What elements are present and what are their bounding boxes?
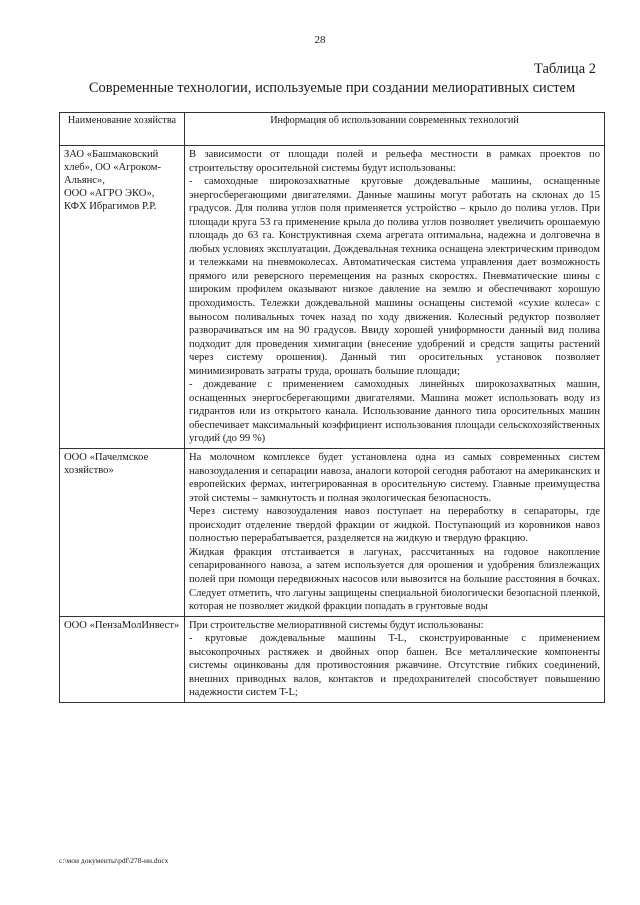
- farm-name-line: Альянс»,: [64, 175, 105, 186]
- technology-info-cell: [185, 146, 605, 449]
- info-paragraph: При строительстве мелиоративной системы будут использованы:: [189, 619, 484, 631]
- farm-name-line: хозяйство»: [64, 465, 114, 477]
- farm-name-line: ООО «АГРО ЭКО»,: [64, 188, 155, 199]
- technologies-table: [59, 112, 605, 703]
- header-technology-info: Информация об использовании современных технологий: [185, 113, 605, 146]
- technology-info-cell: [185, 616, 605, 702]
- page-number: 28: [314, 34, 326, 46]
- farm-name-cell: [60, 146, 185, 449]
- info-paragraph: На молочном комплексе будет установлена одна из самых современных систем навозоудаления и сепарации навоза, аналоги которой сегодня работают на американских и европейских фермах, интегрированная в оросительную систему. Главные преимущества этой системы – замкнутость и полная экологическая безопасность.: [189, 452, 600, 504]
- info-paragraph: Через систему навозоудаления навоз поступает на переработку в сепараторы, где происходит отделение твердой фракции от жидкой. Поступающий из коровников навоз полностью перерабатывается, разделяется на жидкую и твердую фракцию.: [189, 506, 600, 545]
- table-title: Современные технологии, используемые при создании мелиоративных систем: [88, 80, 576, 96]
- farm-name-line: КФХ Ибрагимов Р.Р.: [64, 201, 157, 212]
- farm-name-cell: [60, 449, 185, 617]
- info-paragraph: Жидкая фракция отстаивается в лагунах, рассчитанных на годовое накопление сепарированного навоза, а затем используется для орошения и удобрения близлежащих полей при помощи передвижных насосов или вывозится на большие расстояния в бочках. Следует отметить, что лагуны защищены специальной биологически безопасной пленкой, которая не позволяет жидкой фракции попадать в грунтовые воды: [189, 546, 600, 613]
- footer-file-path: c:\мои документы\pdf\278-ин.docx: [59, 856, 169, 865]
- farm-name-line: ЗАО «Башмаковский: [64, 149, 159, 160]
- info-paragraph: - самоходные широкозахватные круговые дождевальные машины, оснащенные энергосберегающими двигателями. Данные машины могут работать на склонах до 15 градусов. Для полива углов поля применяется устройство – крыло до полива углов. При площади круга 53 га применение крыла до полива углов позволяет увеличить орошаемую площадь до 63 га. Конструктивная схема агрегата оптимальна, надежна и долговечна в любых условиях эксплуатации. Дождевальная техника оснащена электрическим приводом и тележками на пневмоколесах. Автоматическая система управления дает возможность прямого или реверсного перемещения на разных скоростях. Пневматические шины с широким профилем оказывают низкое давление на землю и обеспечивают хорошую проходимость. Тележки дождевальной машины оснащены системой «сухие колеса» с выносом поливальных точек назад по ходу движения. Колесный редуктор позволяет разворачиваться им на 90 градусов. Ввиду хорошей униформности данный вид полива подходит для проведения химигации (внесение удобрений и средств защиты растений через систему орошения). Данный тип оросительных установок позволяет минимизировать затраты труда, орошать большие площади;: [189, 176, 600, 377]
- info-paragraph: - дождевание с применением самоходных линейных широкозахватных машин, оснащенных энергосберегающими двигателями. Машина может использовать воду из гидрантов или из открытого канала. Использование данного типа оросительных машин обеспечивает максимальный коэффициент использования площади сельскохозяйственных угодий (до 99 %): [189, 379, 600, 445]
- technology-info-cell: [185, 449, 605, 617]
- info-paragraph: - круговые дождевальные машины T-L, сконструированные с применением высокопрочных растяжек и двойных опор башен. Все металлические компоненты системы оцинкованы для противостояния ржавчине. Отсутствие гибких соединений, внешних приводных валов, контактов и предохранителей способствует повышению надежности систем T-L;: [189, 633, 600, 699]
- farm-name-line: ООО «Пачелмское: [64, 452, 149, 464]
- farm-name-line: хлеб», ОО «Агроком-: [64, 162, 162, 173]
- table-label: Таблица 2: [533, 61, 596, 77]
- table-row: [60, 616, 605, 702]
- info-paragraph: В зависимости от площади полей и рельефа местности в рамках проектов по строительству оросительной системы будут использованы:: [189, 149, 600, 174]
- table-row: [60, 449, 605, 617]
- farm-name-cell: [60, 616, 185, 702]
- header-farm-name: Наименование хозяйства: [60, 113, 185, 146]
- farm-name-line: ООО «ПензаМолИнвест»: [64, 619, 180, 631]
- table-header-row: [60, 113, 605, 146]
- table-row: [60, 146, 605, 449]
